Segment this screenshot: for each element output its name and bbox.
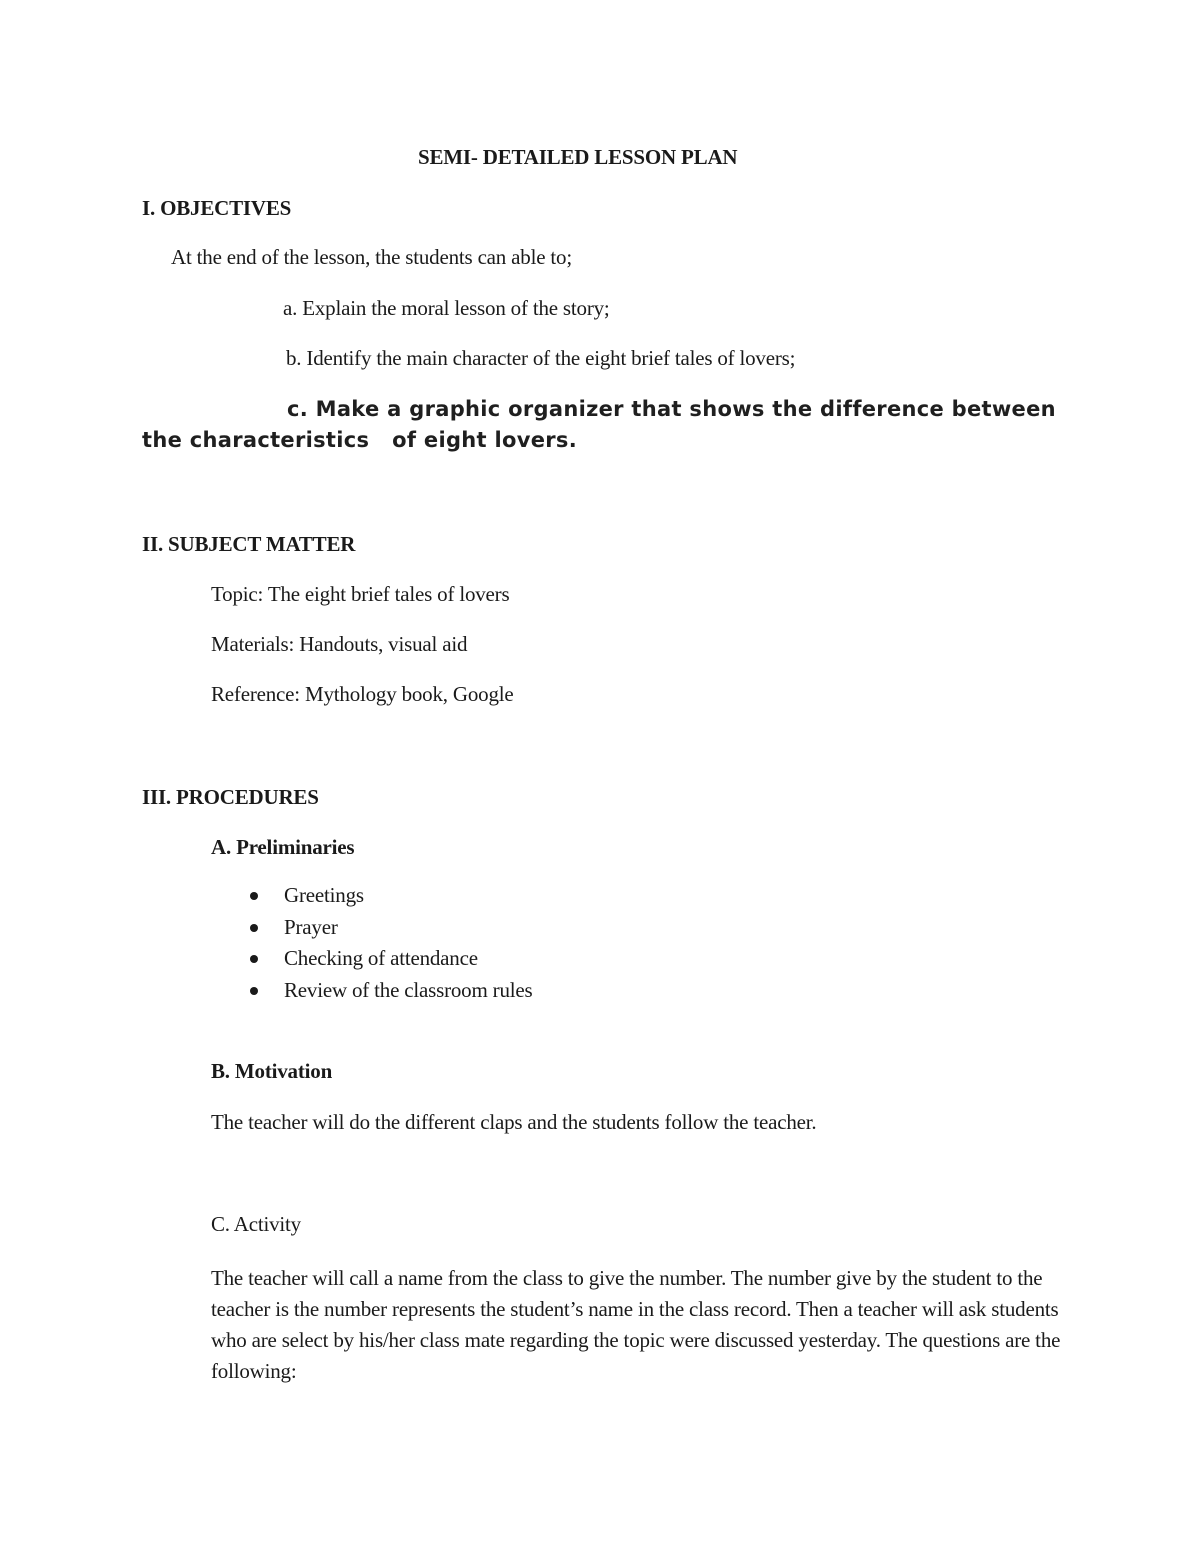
bullet-icon	[250, 955, 258, 963]
subject-reference: Reference: Mythology book, Google	[211, 682, 514, 706]
motivation-text: The teacher will do the different claps and the students follow the teacher.	[211, 1110, 817, 1134]
objectives-intro: At the end of the lesson, the students can able to;	[171, 245, 572, 269]
objective-item-c-line1: c. Make a graphic organizer that shows the difference between	[287, 397, 1056, 421]
list-item-text: Greetings	[284, 883, 364, 907]
subject-topic: Topic: The eight brief tales of lovers	[211, 582, 510, 606]
motivation-heading: B. Motivation	[211, 1059, 333, 1083]
preliminaries-heading: A. Preliminaries	[211, 835, 355, 859]
subject-matter-heading: II. SUBJECT MATTER	[142, 532, 356, 556]
subject-materials: Materials: Handouts, visual aid	[211, 632, 468, 656]
bullet-icon	[250, 924, 258, 932]
objective-item-c-line2: the characteristics of eight lovers.	[142, 428, 577, 452]
list-item-text: Review of the classroom rules	[284, 977, 533, 1002]
bullet-icon	[250, 892, 258, 900]
list-item-text: Checking of attendance	[284, 946, 478, 970]
list-item-text: Prayer	[284, 914, 338, 939]
objectives-heading: I. OBJECTIVES	[142, 196, 292, 220]
objective-item-a: a. Explain the moral lesson of the story;	[283, 296, 610, 320]
document-title: SEMI- DETAILED LESSON PLAN	[418, 145, 738, 169]
procedures-heading: III. PROCEDURES	[142, 785, 319, 809]
bullet-icon	[250, 987, 258, 995]
activity-heading: C. Activity	[211, 1212, 301, 1236]
activity-text: The teacher will call a name from the class to give the number. The number give by the student to the teacher is the number represents the student’s name in the class record. Then a teacher will ask students who are select by his/her class mate regarding the topic were discussed yesterday. The questions are the following:	[211, 1266, 1061, 1383]
objective-item-b: b. Identify the main character of the eight brief tales of lovers;	[286, 346, 796, 370]
